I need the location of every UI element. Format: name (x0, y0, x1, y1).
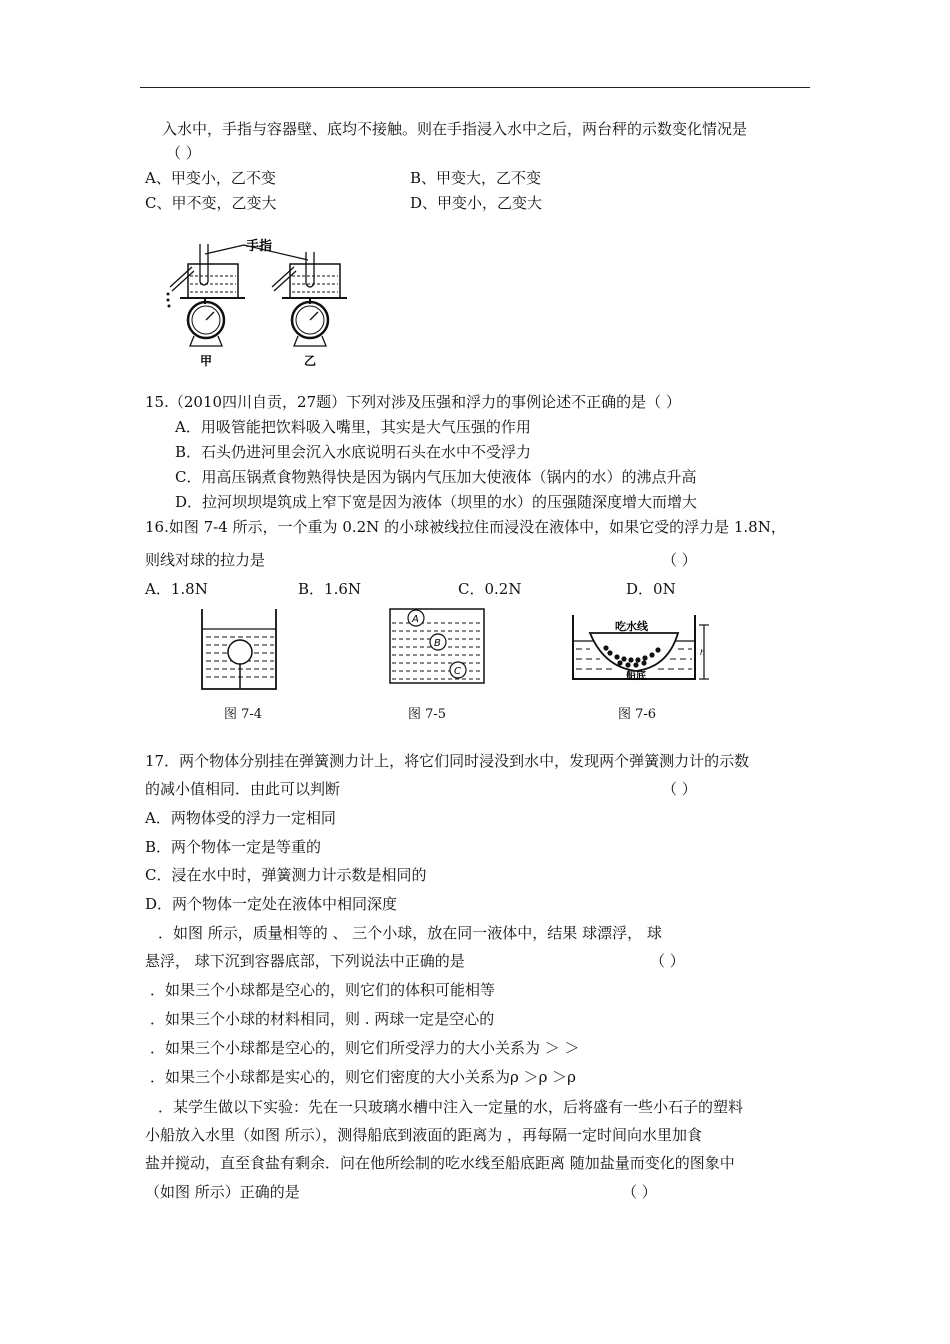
q17-option-c: C．浸在水中时，弹簧测力计示数是相同的 (145, 866, 427, 884)
finger-label: 手指 (246, 239, 273, 254)
q15-stem: 15.（2010四川自贡，27题）下列对涉及压强和浮力的事例论述不正确的是（ ） (145, 393, 681, 411)
scales-figure (160, 232, 360, 372)
q19-stem-line3: 盐并搅动，直至食盐有剩余．问在他所绘制的吃水线至船底距离 随加盐量而变化的图象中 (145, 1154, 735, 1172)
q17-option-b: B．两个物体一定是等重的 (145, 838, 322, 856)
q18-stem-line2: 悬浮， 球下沉到容器底部，下列说法中正确的是 (145, 952, 465, 970)
q15-option-b: B．石头仍进河里会沉入水底说明石头在水中不受浮力 (175, 443, 532, 461)
q18-stem-line1: ．如图 所示，质量相等的 、 三个小球，放在同一液体中，结果 球漂浮， 球 (158, 924, 662, 942)
q16-option-a: A．1.8N (145, 580, 208, 598)
q16-stem-line1: 16.如图 7-4 所示，一个重为 0.2N 的小球被线拉住而浸没在液体中，如果它受的浮力是 1.8N， (145, 518, 786, 536)
figure-7-5-caption: 图 7-5 (408, 707, 447, 722)
q14-answer-paren: （ ） (166, 144, 201, 162)
q17-answer-paren: （ ） (662, 780, 697, 798)
q18-option-4: ．如果三个小球都是实心的，则它们密度的大小关系为ρ ＞ρ ＞ρ (150, 1068, 576, 1086)
figure-7-5 (388, 607, 488, 687)
q14-option-d: D、甲变小，乙变大 (410, 194, 543, 212)
q17-stem-line1: 17．两个物体分别挂在弹簧测力计上，将它们同时浸没到水中，发现两个弹簧测力计的示数 (145, 752, 750, 770)
ball-a-label: A (412, 614, 419, 625)
header-rule (140, 87, 810, 88)
figure-7-4-caption: 图 7-4 (224, 707, 263, 722)
q16-option-c: C．0.2N (458, 580, 522, 598)
h-label: h (700, 648, 706, 657)
ball (228, 640, 252, 664)
q15-option-c: C．用高压锅煮食物熟得快是因为锅内气压加大使液体（锅内的水）的沸点升高 (175, 468, 697, 486)
boat-bottom-label: 船底 (626, 671, 646, 682)
q19-stem-line1: ．某学生做以下实验：先在一只玻璃水槽中注入一定量的水，后将盛有一些小石子的塑料 (158, 1098, 744, 1116)
q16-stem-line2: 则线对球的拉力是 (145, 551, 266, 569)
scale-yi (272, 252, 347, 368)
label-yi: 乙 (304, 354, 317, 368)
figure-7-6 (570, 613, 715, 685)
figure-7-6-caption: 图 7-6 (618, 707, 657, 722)
q19-stem-line4: （如图 所示）正确的是 (145, 1183, 300, 1201)
waterline-label: 吃水线 (615, 620, 648, 633)
q18-option-3: ．如果三个小球都是空心的，则它们所受浮力的大小关系为 ＞ ＞ (150, 1039, 580, 1057)
q14-stem-line: 入水中，手指与容器壁、底均不接触。则在手指浸入水中之后，两台秤的示数变化情况是 (162, 120, 748, 138)
q17-option-d: D．两个物体一定处在液体中相同深度 (145, 895, 398, 913)
q19-stem-line2: 小船放入水里（如图 所示），测得船底到液面的距离为 ，再每隔一定时间向水里加食 (145, 1126, 703, 1144)
q15-option-d: D．拉河坝坝堤筑成上窄下宽是因为液体（坝里的水）的压强随深度增大而增大 (175, 493, 698, 511)
q16-option-d: D．0N (626, 580, 676, 598)
q16-option-b: B．1.6N (298, 580, 362, 598)
q17-option-a: A．两物体受的浮力一定相同 (145, 809, 336, 827)
label-jia: 甲 (200, 354, 213, 368)
q17-stem-line2: 的减小值相同．由此可以判断 (145, 780, 341, 798)
q16-answer-paren: （ ） (662, 551, 697, 569)
q14-option-a: A、甲变小，乙不变 (145, 169, 276, 187)
scale-jia (167, 244, 246, 368)
q18-option-2: ．如果三个小球的材料相同，则 . 两球一定是空心的 (150, 1010, 495, 1028)
ball-b-label: B (434, 638, 441, 649)
q18-option-1: ．如果三个小球都是空心的，则它们的体积可能相等 (150, 981, 496, 999)
q15-option-a: A．用吸管能把饮料吸入嘴里，其实是大气压强的作用 (175, 418, 531, 436)
q19-answer-paren: （ ） (622, 1183, 657, 1201)
ball-c-label: C (454, 666, 461, 677)
q14-option-c: C、甲不变，乙变大 (145, 194, 277, 212)
q18-answer-paren: （ ） (650, 952, 685, 970)
figure-7-4 (200, 607, 280, 692)
q14-option-b: B、甲变大，乙不变 (410, 169, 542, 187)
